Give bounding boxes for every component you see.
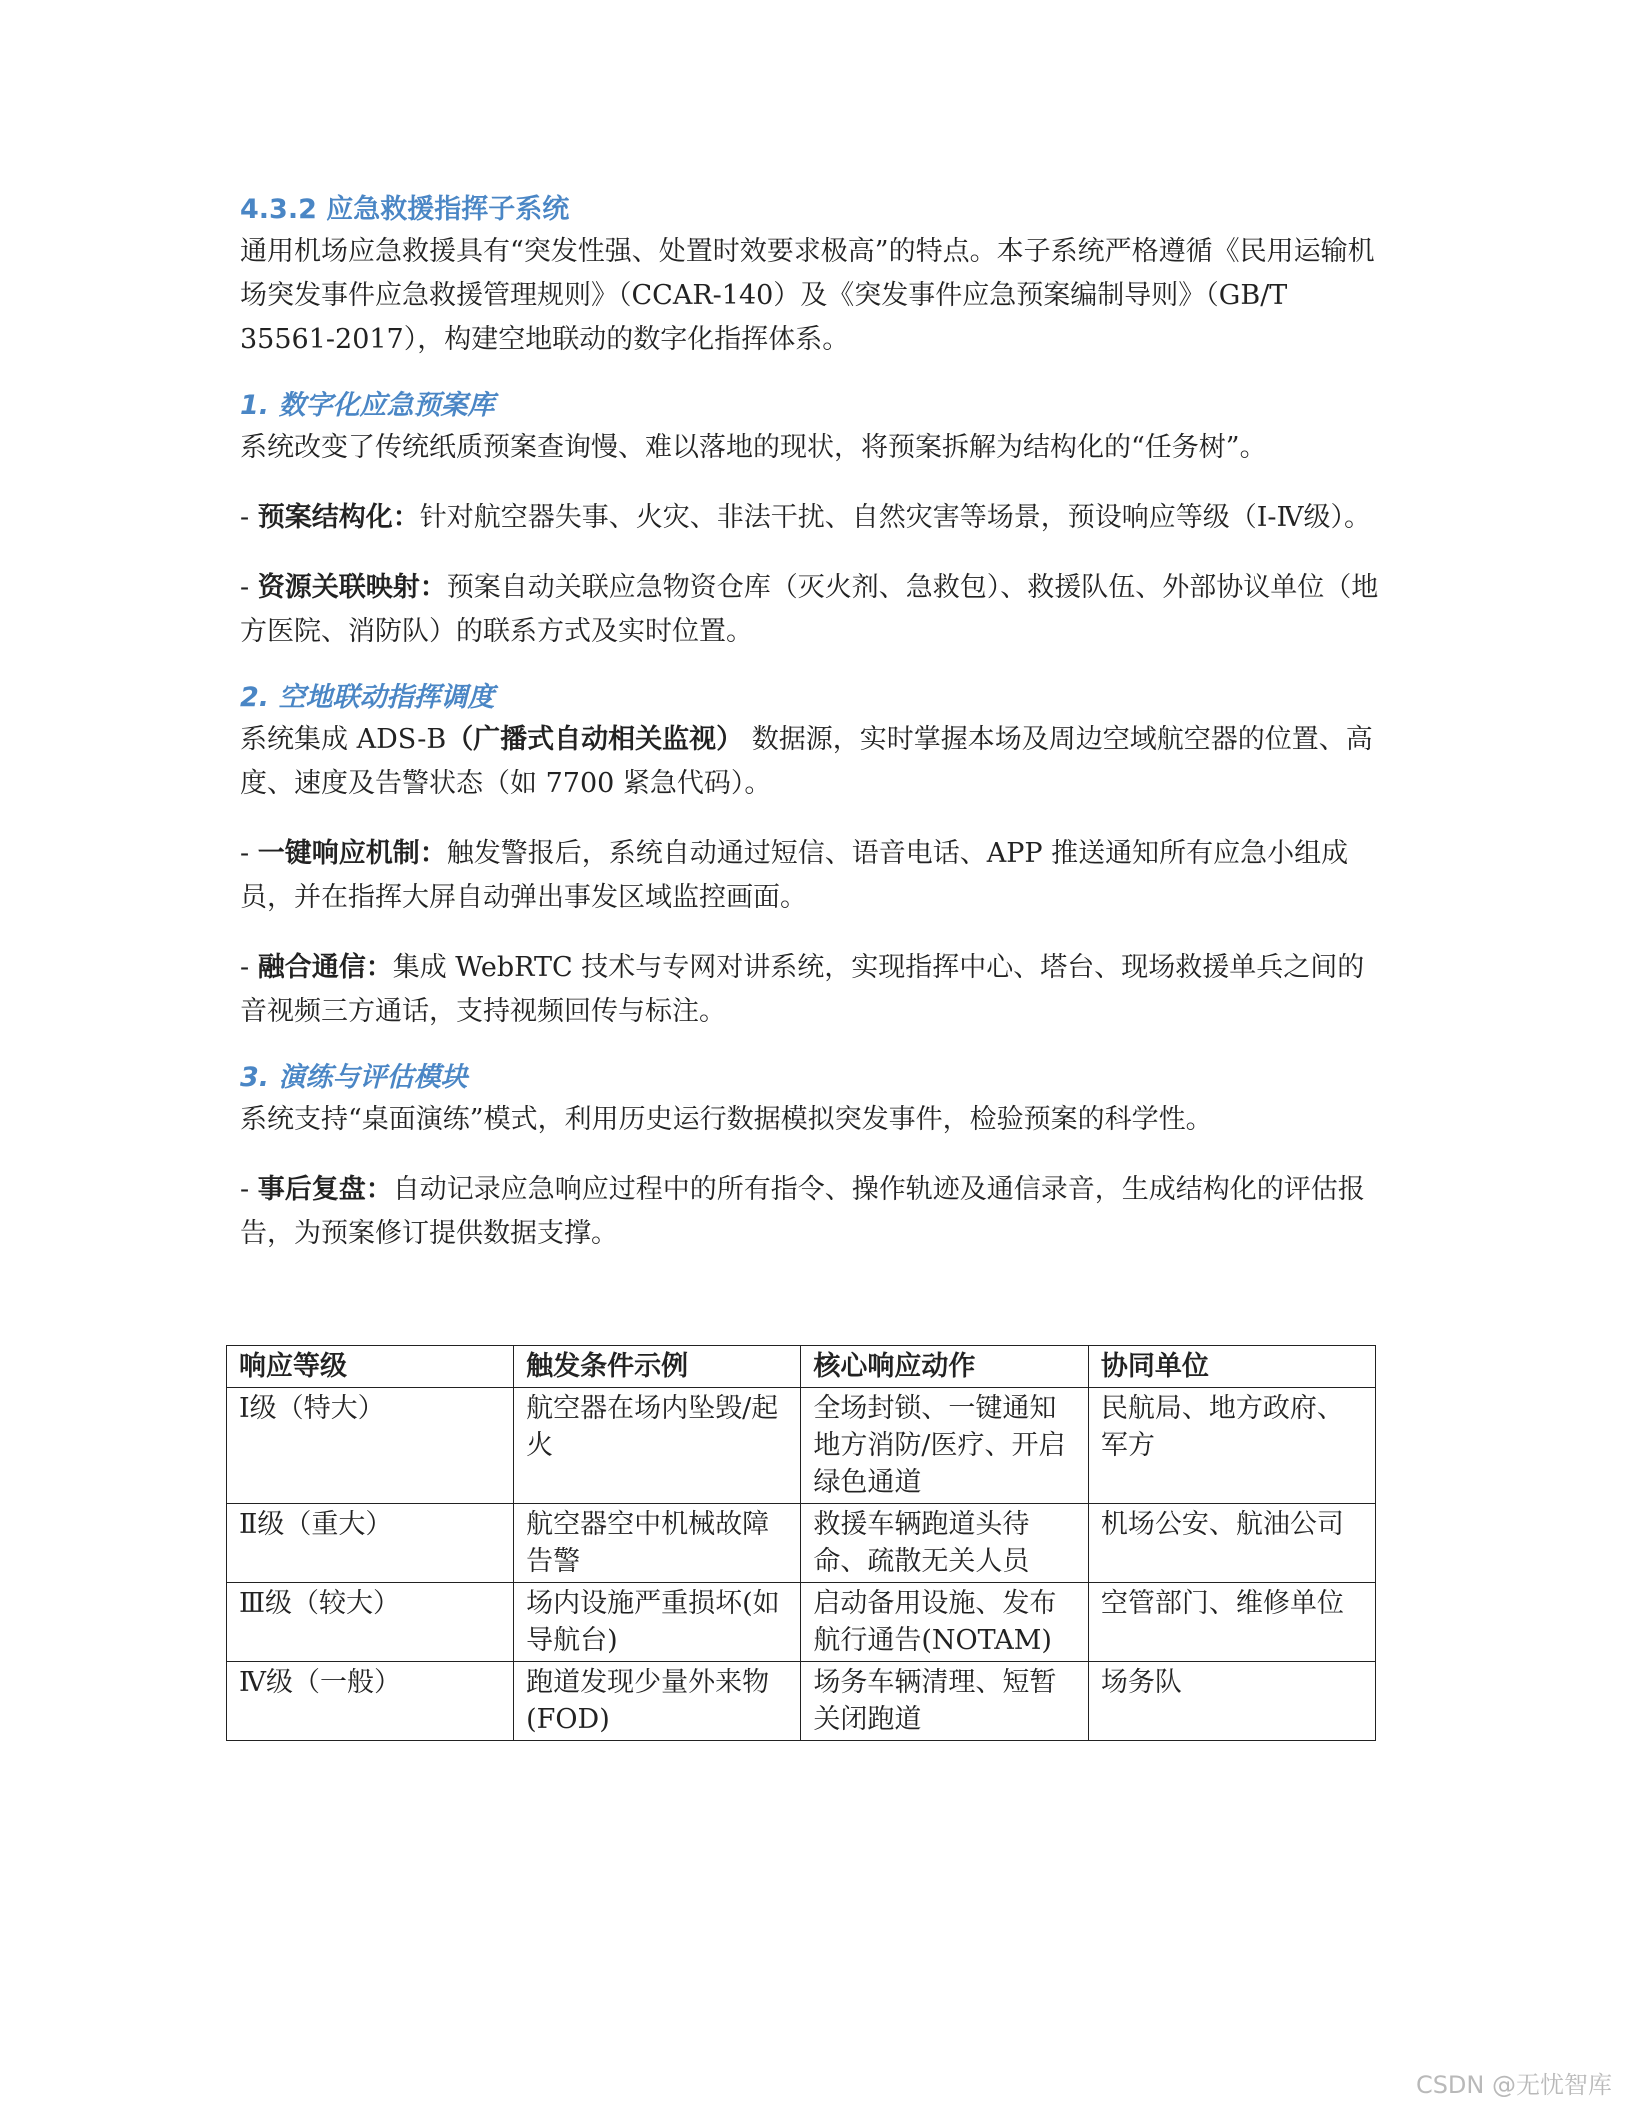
bullet-post-review: [240, 1168, 1390, 1256]
bullet-text: 触发警报后，系统自动通过短信、语音电话、APP 推送通知所有应急小组成员，并在指挥大屏自动弹出事发区域监控画面。: [240, 838, 1349, 913]
csdn-watermark: CSDN @无忧智库: [1415, 2071, 1612, 2099]
bullet-resource-mapping: [240, 566, 1390, 654]
subsection-heading-1: 1. 数字化应急预案库: [240, 390, 495, 421]
bullet-label: 事后复盘：: [257, 1174, 393, 1205]
table-cell: 场内设施严重损坏(如导航台): [514, 1583, 801, 1662]
column-header-level: 响应等级: [227, 1346, 514, 1388]
table-header-row: [227, 1346, 1376, 1388]
bullet-label: 资源关联映射：: [257, 572, 447, 603]
bullet-prefix: -: [240, 952, 258, 983]
subsection-heading-2: 2. 空地联动指挥调度: [240, 682, 495, 713]
table-row: [227, 1583, 1376, 1662]
table-cell: 启动备用设施、发布航行通告(NOTAM): [801, 1583, 1088, 1662]
table-row: [227, 1388, 1376, 1504]
bullet-prefix: -: [240, 572, 258, 603]
section-intro: 通用机场应急救援具有“突发性强、处置时效要求极高”的特点。本子系统严格遵循《民用运输机场突发事件应急救援管理规则》（CCAR-140）及《突发事件应急预案编制导则》（GB/T 35561-2017），构建空地联动的数字化指挥体系。: [240, 236, 1375, 355]
bullet-prefix: -: [240, 502, 258, 533]
table-cell: 民航局、地方政府、军方: [1088, 1388, 1375, 1504]
paragraph-text: 数据源，实时掌握本场及周边空域航空器的位置、高度、速度及告警状态（如 7700 紧急代码）。: [240, 724, 1373, 799]
table-cell: 航空器空中机械故障告警: [514, 1504, 801, 1583]
bullet-label: 一键响应机制：: [257, 838, 447, 869]
bullet-label: 融合通信：: [257, 952, 393, 983]
document-body: [240, 190, 1390, 1256]
column-header-units: 协同单位: [1088, 1346, 1375, 1388]
bullet-prefix: -: [240, 838, 258, 869]
table-cell: 跑道发现少量外来物(FOD): [514, 1662, 801, 1741]
paragraph-bold-text: （广播式自动相关监视）: [446, 724, 744, 755]
table-cell: Ⅰ级（特大）: [227, 1388, 514, 1504]
table-cell: 全场封锁、一键通知地方消防/医疗、开启绿色通道: [801, 1388, 1088, 1504]
bullet-text: 集成 WebRTC 技术与专网对讲系统，实现指挥中心、塔台、现场救援单兵之间的音视频三方通话，支持视频回传与标注。: [240, 952, 1365, 1027]
table-cell: 空管部门、维修单位: [1088, 1583, 1375, 1662]
column-header-action: 核心响应动作: [801, 1346, 1088, 1388]
subsection-1-paragraph: 系统改变了传统纸质预案查询慢、难以落地的现状，将预案拆解为结构化的“任务树”。: [240, 432, 1267, 463]
section-title: 4.3.2 应急救援指挥子系统: [240, 194, 570, 225]
table-cell: 机场公安、航油公司: [1088, 1504, 1375, 1583]
subsection-3-paragraph: 系统支持“桌面演练”模式，利用历史运行数据模拟突发事件，检验预案的科学性。: [240, 1104, 1213, 1135]
subsection-2-paragraph: [240, 718, 1390, 806]
column-header-trigger: 触发条件示例: [514, 1346, 801, 1388]
bullet-one-click-response: [240, 832, 1390, 920]
paragraph-text: 系统集成 ADS-B: [240, 724, 447, 755]
response-level-table: [226, 1345, 1376, 1741]
subsection-heading-3: 3. 演练与评估模块: [240, 1062, 468, 1093]
table-row: [227, 1504, 1376, 1583]
table-cell: 航空器在场内坠毁/起火: [514, 1388, 801, 1504]
table-cell: Ⅲ级（较大）: [227, 1583, 514, 1662]
table-cell: Ⅱ级（重大）: [227, 1504, 514, 1583]
bullet-text: 自动记录应急响应过程中的所有指令、操作轨迹及通信录音，生成结构化的评估报告，为预案修订提供数据支撑。: [240, 1174, 1365, 1249]
bullet-fused-communication: [240, 946, 1390, 1034]
bullet-label: 预案结构化：: [257, 502, 420, 533]
bullet-plan-structuring: [240, 496, 1390, 540]
bullet-text: 针对航空器失事、火灾、非法干扰、自然灾害等场景，预设响应等级（Ⅰ-Ⅳ级）。: [419, 502, 1371, 533]
table-cell: Ⅳ级（一般）: [227, 1662, 514, 1741]
table-cell: 救援车辆跑道头待命、疏散无关人员: [801, 1504, 1088, 1583]
bullet-prefix: -: [240, 1174, 258, 1205]
bullet-text: 预案自动关联应急物资仓库（灭火剂、急救包）、救援队伍、外部协议单位（地方医院、消防队）的联系方式及实时位置。: [240, 572, 1379, 647]
table-cell: 场务队: [1088, 1662, 1375, 1741]
table-cell: 场务车辆清理、短暂关闭跑道: [801, 1662, 1088, 1741]
table-row: [227, 1662, 1376, 1741]
